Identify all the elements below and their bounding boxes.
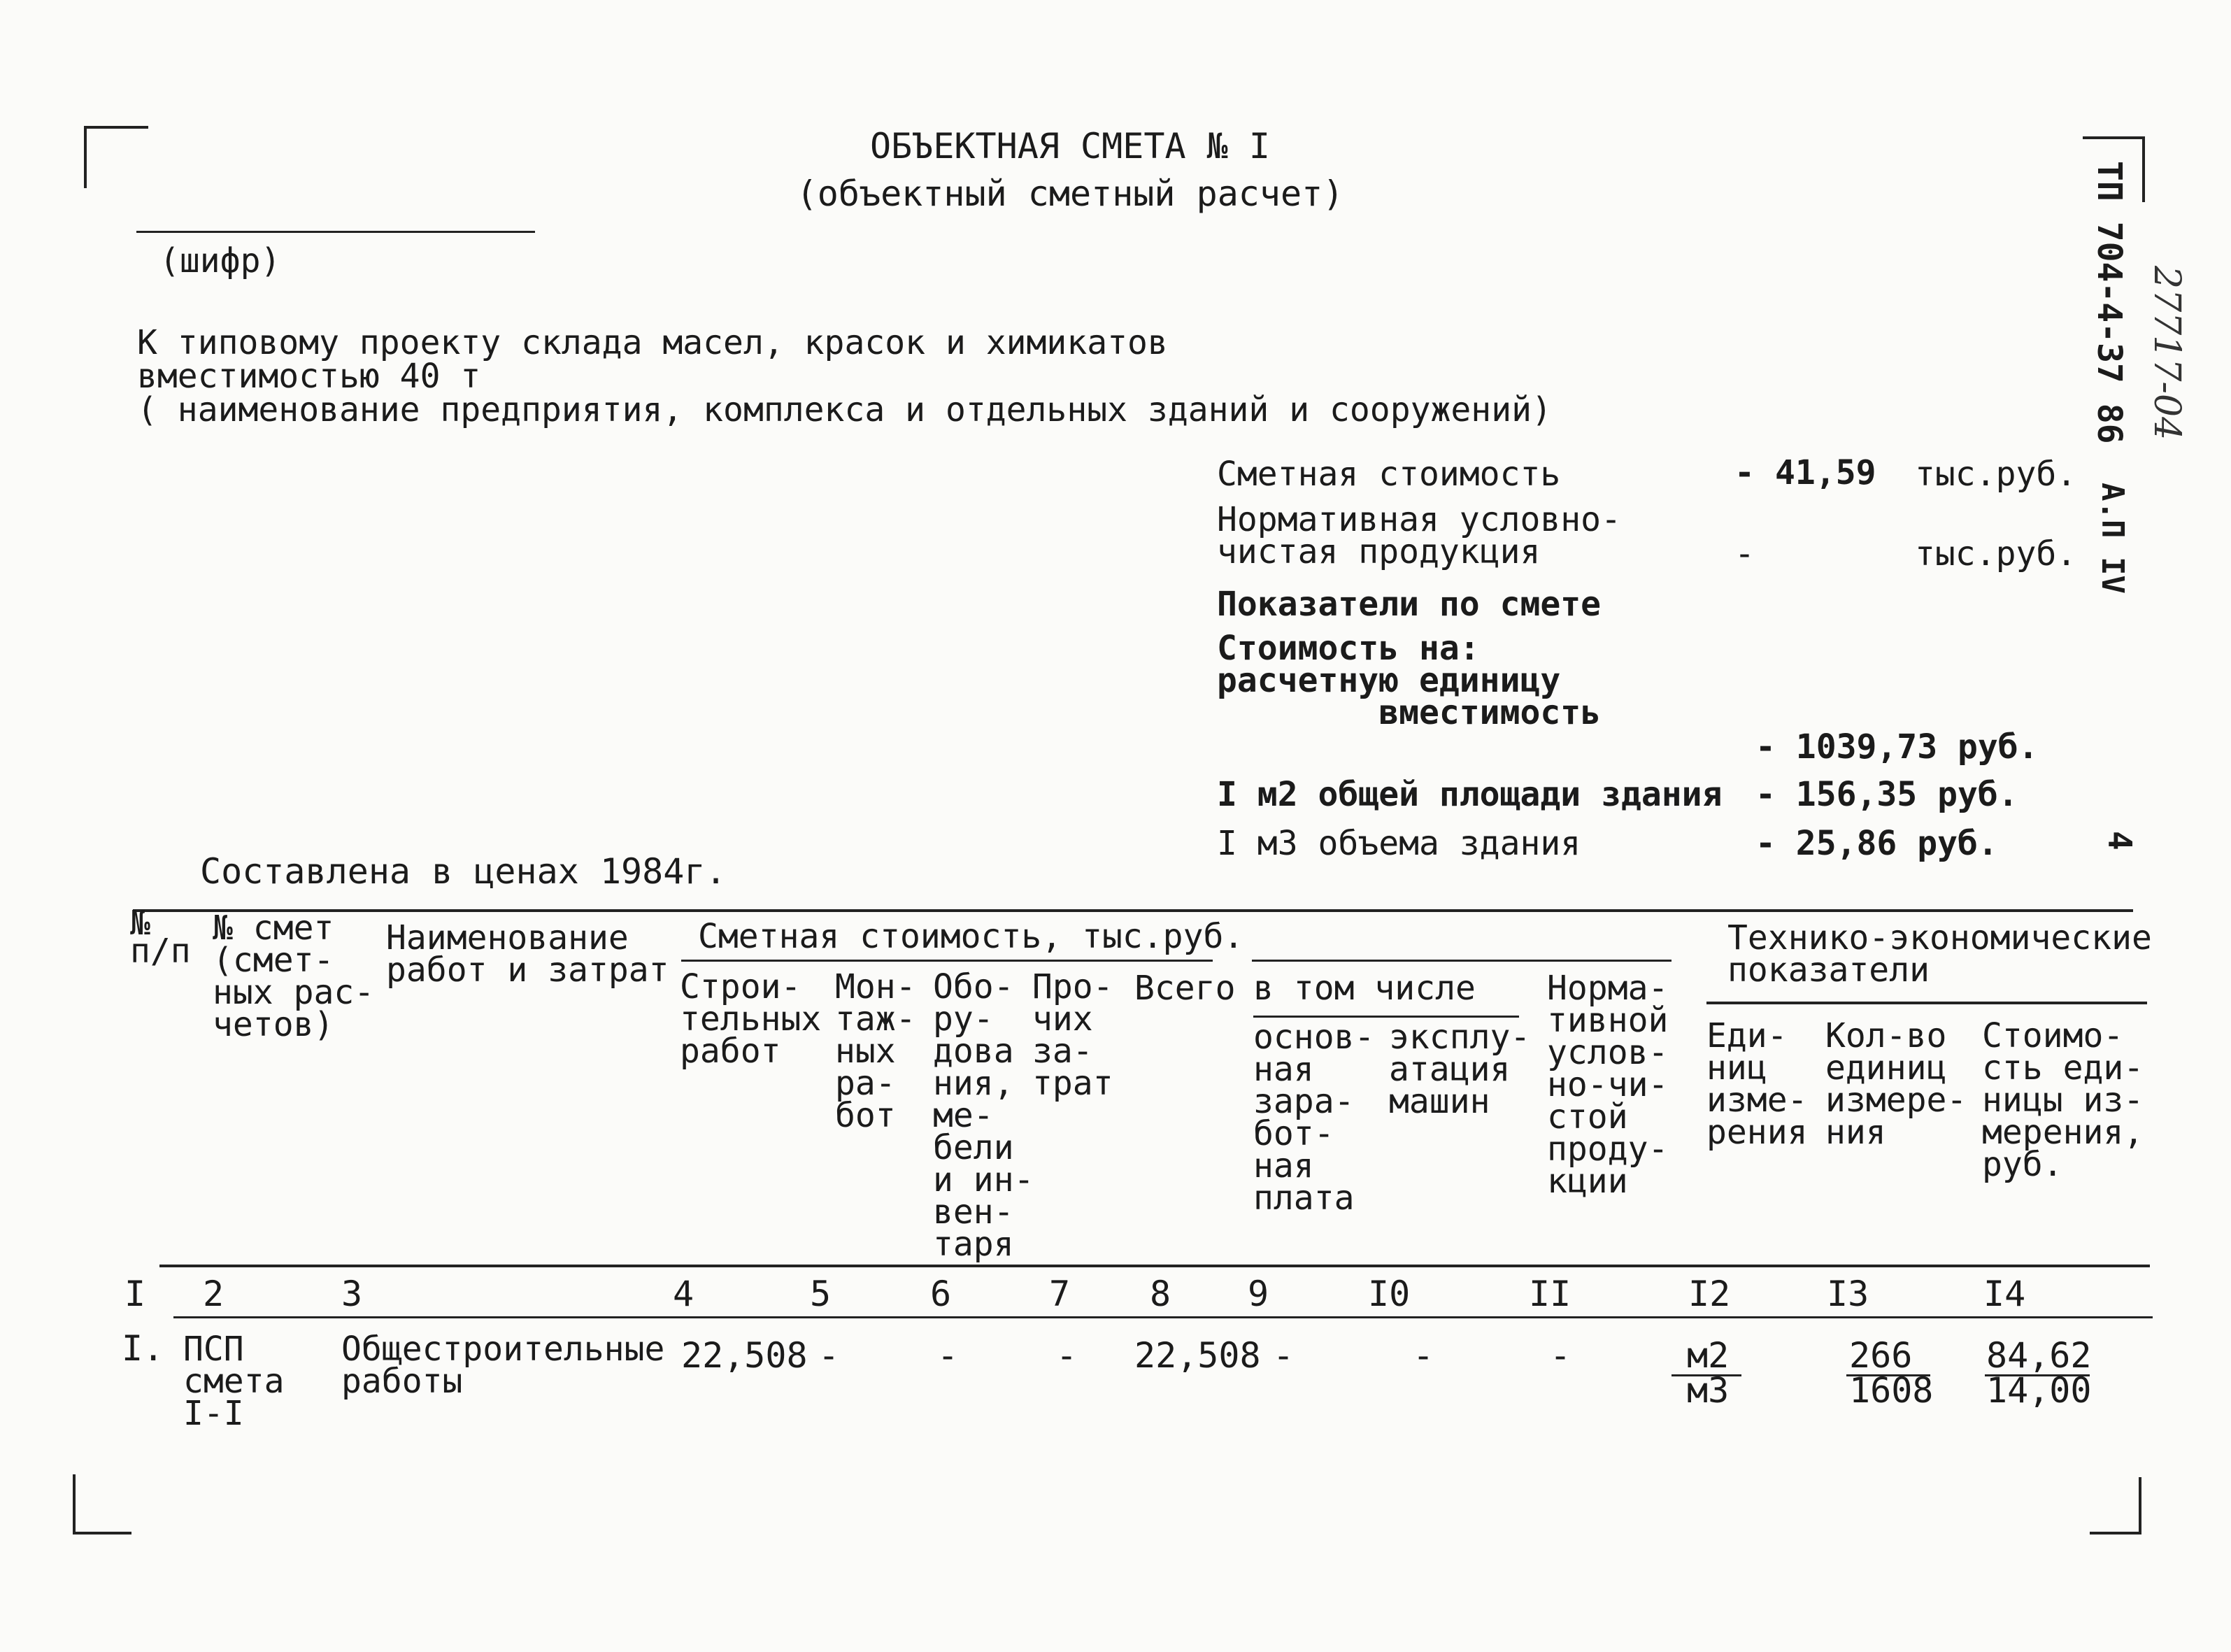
capacity-value: - 1039,73 руб. [1755, 727, 2039, 767]
indicators-label: Показатели по смете [1217, 585, 1602, 624]
header-unit-cost: Стоимо- сть еди- ницы из- мерения, руб. [1982, 1016, 2144, 1184]
header-construction: Строи- тельных работ [680, 967, 822, 1071]
header-num: № п/п [130, 904, 191, 971]
row-number: I. [122, 1328, 164, 1369]
side-album: А.П IV [2095, 483, 2130, 594]
column-number: I0 [1368, 1274, 1411, 1314]
header-equipment: Обо- ру- дова ния, ме- бели и ин- вен- таря [933, 967, 1034, 1264]
row-total: 22,508 [1134, 1335, 1261, 1376]
header-name: Наименование работ и затрат [386, 918, 669, 990]
side-code: ТП 704-4-37 86 [2090, 161, 2129, 444]
column-number: 2 [203, 1274, 224, 1314]
row-equipment: - [937, 1335, 959, 1376]
normative-unit: тыс.руб. [1915, 534, 2077, 574]
normative-dash: - [1734, 534, 1755, 574]
row-normative: - [1550, 1335, 1571, 1376]
header-including: в том числе [1253, 969, 1476, 1008]
column-number: 6 [930, 1274, 952, 1314]
document-subtitle: (объектный сметный расчет) [796, 173, 1344, 214]
header-installation: Мон- таж- ных ра- бот [835, 967, 916, 1135]
column-number: I2 [1688, 1274, 1731, 1314]
header-main-wage: основ- ная зара- бот- ная плата [1253, 1018, 1375, 1218]
cipher-underline [136, 231, 535, 233]
table-top-rule [133, 909, 2133, 912]
row-unit-bottom: м3 [1687, 1370, 1730, 1411]
column-number: 4 [673, 1274, 694, 1314]
including-top-rule [1252, 960, 1672, 962]
header-unit: Еди- ниц изме- рения [1706, 1016, 1808, 1152]
row-cost-top: 84,62 [1986, 1335, 2092, 1376]
volume-label: I м3 объема здания [1217, 824, 1581, 863]
corner-mark-bottom-left [73, 1474, 131, 1534]
prices-note: Составлена в ценах 1984г. [200, 851, 727, 892]
cost-per-label: Стоимость на: расчетную единицу вместимость [1217, 629, 1602, 732]
row-cost-bottom: 14,00 [1986, 1370, 2092, 1411]
row-construction: 22,508 [681, 1335, 808, 1376]
tech-group-rule [1706, 1002, 2147, 1004]
estimated-cost-label: Сметная стоимость [1217, 455, 1561, 494]
column-number: 8 [1150, 1274, 1171, 1314]
column-number: 5 [810, 1274, 832, 1314]
row-qty-bottom: 1608 [1849, 1370, 1934, 1411]
column-numbers-rule [173, 1316, 2153, 1318]
project-name-line2: вместимостью 40 т [137, 357, 481, 396]
volume-value: - 25,86 руб. [1755, 824, 1998, 863]
cipher-label: (шифр) [159, 241, 281, 280]
column-number: 7 [1049, 1274, 1071, 1314]
document-title: ОБЪЕКТНАЯ СМЕТА № I [870, 126, 1270, 166]
header-normative: Норма- тивной услов- но-чи- стой проду- кции [1547, 969, 1669, 1201]
cost-group-rule [681, 960, 1213, 962]
header-qty: Кол-во единиц измере- ния [1825, 1016, 1967, 1152]
row-qty-top: 266 [1849, 1335, 1913, 1376]
project-caption: ( наименование предприятия, комплекса и отдельных зданий и сооружений) [137, 390, 1552, 429]
estimated-cost-value: 41,59 [1775, 453, 1876, 492]
column-number: I3 [1827, 1274, 1869, 1314]
column-number: II [1529, 1274, 1571, 1314]
corner-mark-bottom-right [2090, 1477, 2141, 1534]
header-cost-group: Сметная стоимость, тыс.руб. [698, 917, 1244, 956]
column-number: 3 [341, 1274, 363, 1314]
header-total: Всего [1134, 969, 1236, 1008]
header-bottom-rule [159, 1265, 2150, 1267]
row-machines: - [1413, 1335, 1434, 1376]
column-number: I [124, 1274, 146, 1314]
row-other: - [1056, 1335, 1078, 1376]
area-label: I м2 общей площади здания [1217, 775, 1723, 814]
side-page-number: 4 [2101, 831, 2139, 850]
header-other: Про- чих за- трат [1032, 967, 1113, 1103]
header-estimate-num: № смет (смет- ных рас- четов) [213, 909, 375, 1044]
column-number: I4 [1983, 1274, 2026, 1314]
estimated-cost-dash: - [1734, 453, 1755, 492]
area-value: - 156,35 руб. [1755, 775, 2018, 814]
column-number: 9 [1248, 1274, 1269, 1314]
normative-label: Нормативная условно- чистая продукция [1217, 500, 1621, 571]
estimated-cost-unit: тыс.руб. [1915, 455, 2077, 494]
row-name: Общестроительные работы [341, 1330, 665, 1401]
row-unit-top: м2 [1687, 1335, 1730, 1376]
header-tech-group: Технико-экономические показатели [1727, 918, 2152, 990]
project-name-line1: К типовому проекту склада масел, красок и химикатов [137, 323, 1168, 362]
header-machines: эксплу- атация машин [1389, 1018, 1531, 1121]
side-handwritten-number: 27717-04 [2146, 266, 2188, 441]
row-estimate: ПСП смета I-I [183, 1330, 285, 1433]
row-main-wage: - [1273, 1335, 1295, 1376]
row-installation: - [818, 1335, 840, 1376]
